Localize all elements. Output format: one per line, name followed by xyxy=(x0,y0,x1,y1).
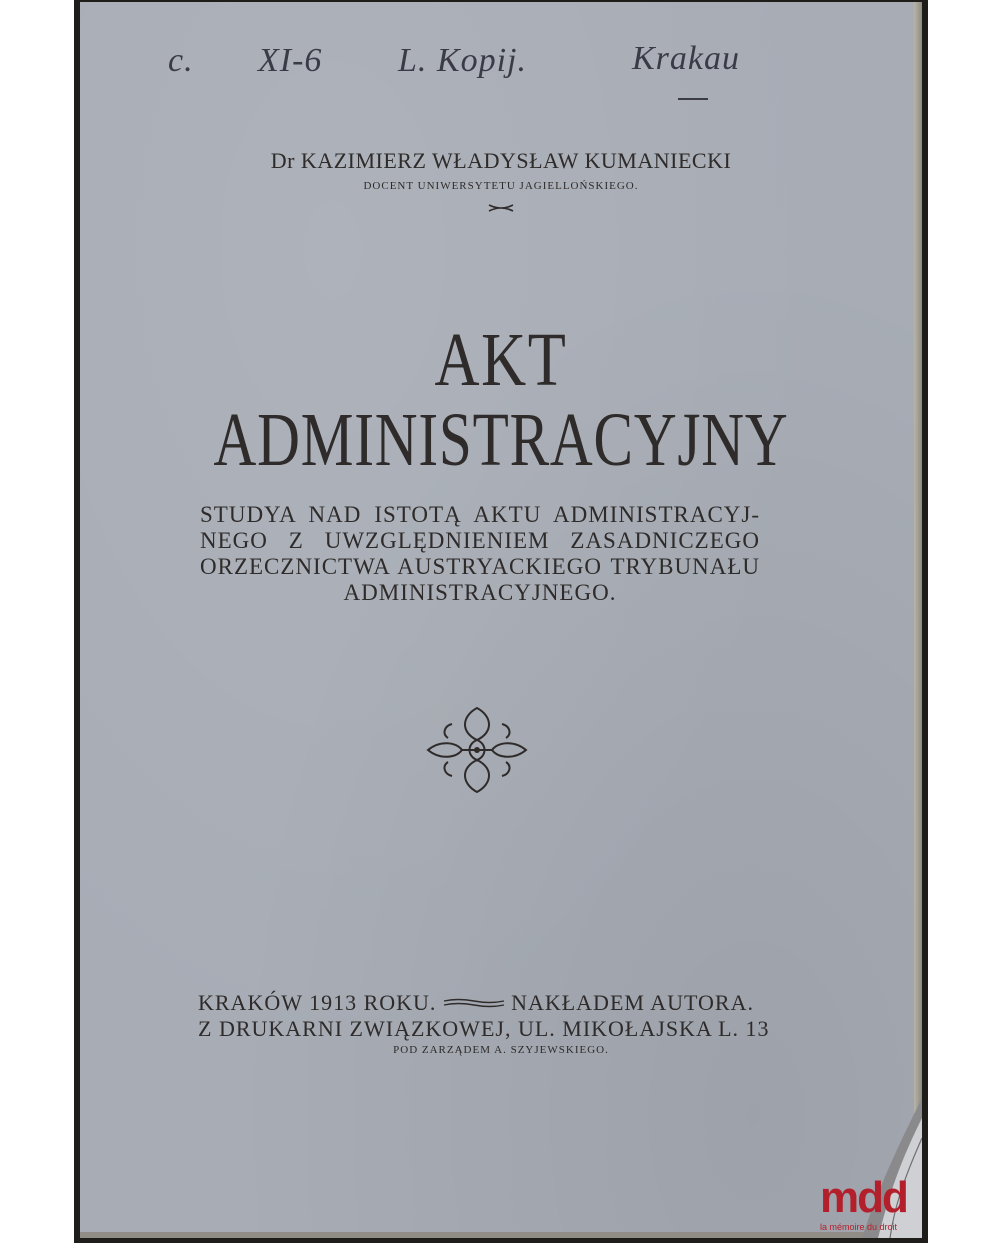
logo-caption: la mémoire du droit xyxy=(820,1222,898,1232)
mdd-logo xyxy=(820,1173,920,1238)
separator-wave-icon xyxy=(442,998,506,1008)
imprint-printer: Z DRUKARNI ZWIĄZKOWEJ, UL. MIKOŁAJSKA L. 13 xyxy=(198,1016,770,1041)
floral-ornament-icon xyxy=(422,704,532,796)
imprint-publisher: NAKŁADEM AUTORA. xyxy=(511,990,754,1015)
handwritten-note-3: L. Kopij. xyxy=(398,42,527,79)
subtitle-line: STUDYA NAD ISTOTĄ AKTU ADMINISTRACYJ- xyxy=(200,502,760,527)
title-line-2: ADMINISTRACYJNY xyxy=(213,398,789,482)
logo-mark: mdd xyxy=(820,1173,907,1222)
handwritten-note-1: c. xyxy=(168,42,194,79)
author-name: Dr KAZIMIERZ WŁADYSŁAW KUMANIECKI xyxy=(270,148,732,173)
author-role: DOCENT UNIWERSYTETU JAGIELLOŃSKIEGO. xyxy=(363,180,639,192)
title-line-1: AKT xyxy=(434,318,568,402)
imprint-row-1 xyxy=(198,990,754,1016)
handwritten-underline xyxy=(678,98,708,100)
subtitle-line: ORZECZNICTWA AUSTRYACKIEGO TRYBUNAŁU xyxy=(200,554,760,579)
subtitle-line: NEGO Z UWZGLĘDNIENIEM ZASADNICZEGO xyxy=(200,528,760,553)
book-cover xyxy=(80,2,922,1238)
page-edge-bottom xyxy=(80,1232,922,1238)
subtitle-line: ADMINISTRACYJNEGO. xyxy=(343,580,617,605)
imprint-row-2 xyxy=(198,1016,770,1042)
imprint-management: POD ZARZĄDEM A. SZYJEWSKIEGO. xyxy=(393,1044,609,1056)
handwritten-note-2: XI-6 xyxy=(258,42,323,79)
imprint xyxy=(198,990,770,1042)
small-ornament-icon xyxy=(488,202,514,214)
handwritten-note-4: Krakau xyxy=(632,40,740,77)
imprint-place-year: KRAKÓW 1913 ROKU. xyxy=(198,990,437,1015)
subtitle xyxy=(200,502,760,606)
